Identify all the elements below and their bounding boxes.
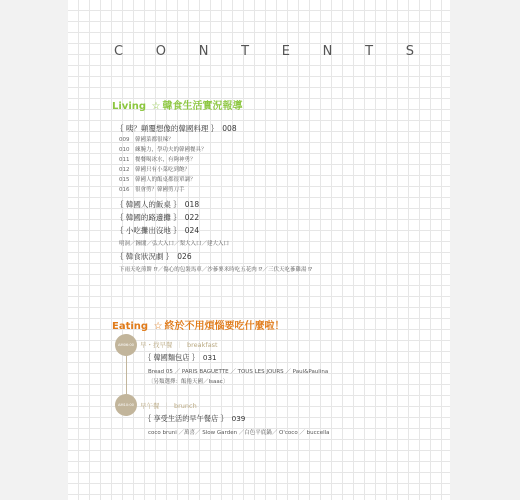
list-item[interactable]: 015 韓國人的飯桌都很單調？	[119, 177, 196, 183]
contents-letter: N	[198, 44, 209, 59]
chapter-title: ｛ 韓國人的飯桌 ｝	[116, 200, 181, 209]
meal-label-separator: ｜	[176, 341, 183, 349]
living-section-title	[112, 97, 242, 112]
chapter-subline: coco bruni ／萬喜／ Slow Garden ／白色平底鍋／ O'coco ／ buccella	[148, 430, 330, 436]
meal-label	[140, 340, 218, 349]
time-badge: AM06:00	[115, 334, 137, 356]
toc-chapter[interactable]	[116, 212, 199, 223]
contents-letter: N	[322, 44, 333, 59]
chapter-page: 039	[231, 414, 246, 423]
contents-letter: O	[155, 44, 166, 59]
living-title-en: Living	[112, 101, 147, 112]
chapter-subline: 〔另類選擇：飯捲天國／Isaac〕	[148, 379, 229, 385]
chapter-title: ｛ 韓國的路邊攤 ｝	[116, 213, 181, 222]
toc-chapter[interactable]	[116, 123, 237, 134]
chapter-title: ｛ 咦？顛覆想像的韓國料理 ｝	[116, 124, 219, 133]
chapter-page: 022	[184, 213, 200, 222]
contents-letter: S	[405, 44, 414, 59]
chapter-page: 024	[184, 226, 200, 235]
chapter-subline: Bread 05 ／ PARIS BAGUETTE ／ TOUS LES JOURS ／ Paul&Paulina	[148, 369, 329, 375]
contents-heading	[114, 44, 414, 59]
star-icon: ☆	[151, 101, 161, 112]
meal-label-en: brunch	[174, 402, 197, 410]
eating-section-title	[112, 317, 285, 332]
list-item[interactable]: 012 韓國只有小菜吃到飽？	[119, 167, 191, 173]
chapter-page: 026	[177, 252, 192, 261]
book-page	[68, 0, 450, 500]
chapter-page: 008	[222, 124, 237, 133]
chapter-page: 018	[184, 200, 200, 209]
contents-letter: T	[365, 44, 374, 59]
meal-label-zh: 早午餐	[140, 402, 160, 410]
chapter-title: ｛ 韓國麵包店 ｝	[144, 353, 199, 362]
chapter-subline: 明洞／鐘閣／弘大入口／梨大入口／建大入口	[119, 241, 230, 247]
contents-letter: E	[281, 44, 290, 59]
chapter-title: ｛ 享受生活的早午餐店 ｝	[144, 414, 228, 423]
meal-label-zh: 早・找早餐	[140, 341, 173, 349]
contents-letter: T	[241, 44, 250, 59]
meal-label-en: breakfast	[187, 341, 218, 349]
living-title-zh: 韓食生活實況報導	[162, 101, 243, 112]
chapter-item-list	[119, 135, 207, 195]
time-badge: AM10:00	[115, 394, 137, 416]
toc-chapter[interactable]	[144, 414, 245, 424]
chapter-title: ｛ 小吃攤出沒地 ｝	[116, 226, 181, 235]
toc-chapter[interactable]	[116, 225, 199, 236]
toc-chapter[interactable]	[116, 199, 199, 210]
eating-title-zh: 終於不用煩惱要吃什麼啦！	[164, 321, 285, 332]
list-item[interactable]: 009 韓國菜都很辣？	[119, 137, 174, 143]
list-item[interactable]: 011 餐餐喝冰水，有夠神勇？	[119, 157, 196, 163]
chapter-title: ｛ 韓食狀況劇 ｝	[116, 252, 174, 261]
chapter-page: 031	[202, 353, 217, 362]
toc-chapter[interactable]	[144, 353, 217, 363]
meal-label	[140, 401, 197, 410]
contents-letter: C	[114, 44, 124, 59]
list-item[interactable]: 016 很會剪？韓國剪刀手	[119, 187, 185, 193]
star-icon: ☆	[153, 321, 163, 332]
eating-title-en: Eating	[112, 321, 149, 332]
list-item[interactable]: 010 練腕力，學功夫的韓國餐具？	[119, 147, 207, 153]
meal-label-separator: ｜	[163, 402, 170, 410]
toc-chapter[interactable]	[116, 251, 192, 262]
chapter-subline: 下雨天吃煎餅 ⁉／傷心的包裝馬車／沙蔘麥米時吃五花肉 ⁉／三伏天吃蔘雞湯 ⁉	[119, 267, 313, 273]
